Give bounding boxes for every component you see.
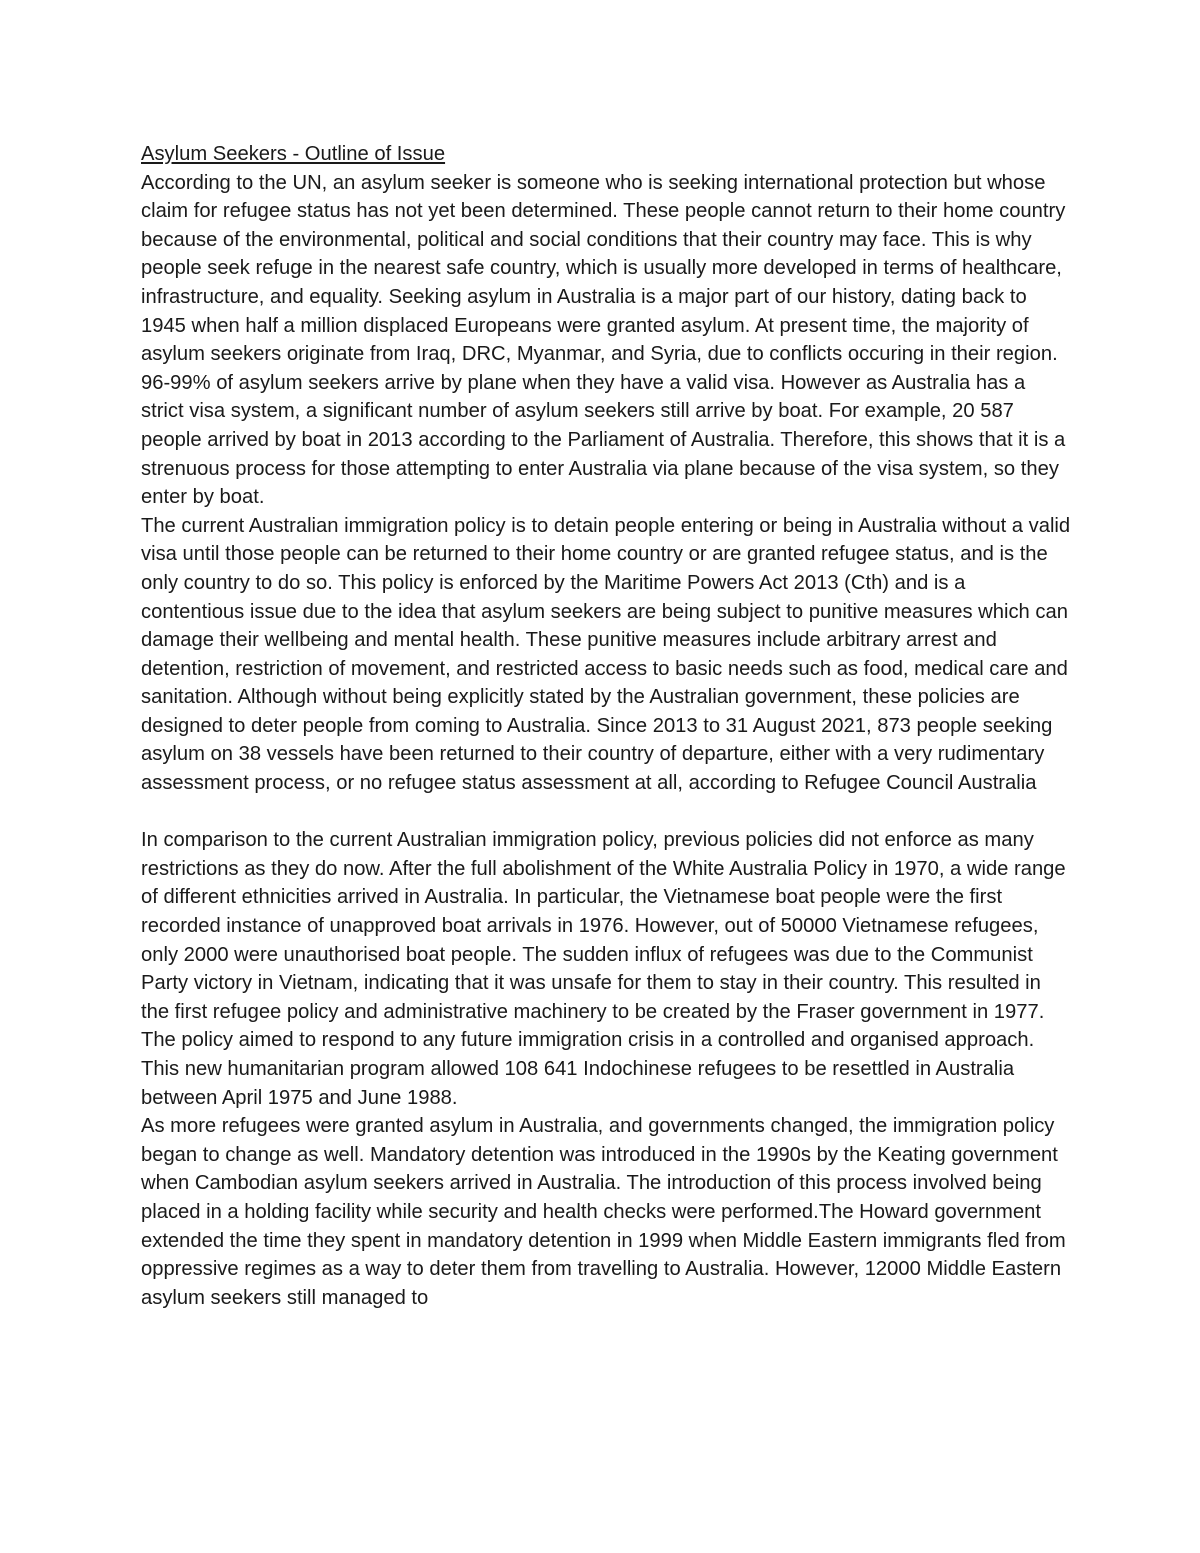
document-title: Asylum Seekers - Outline of Issue [141, 143, 446, 165]
paragraph-spacer [141, 798, 1071, 827]
document-body [141, 140, 1071, 1312]
paragraph-previous-policies: In comparison to the current Australian immigration policy, previous policies did not enforce as many restrictions as they do now. After the full abolishment of the White Australia Policy in 1970, a wide range of different ethnicities arrived in Australia. In particular, the Vietnamese boat people were the first recorded instance of unapproved boat arrivals in 1976. However, out of 50000 Vietnamese refugees, only 2000 were unauthorised boat people. The sudden influx of refugees was due to the Communist Party victory in Vietnam, indicating that it was unsafe for them to stay in their country. This resulted in the first refugee policy and administrative machinery to be created by the Fraser government in 1977. The policy aimed to respond to any future immigration crisis in a controlled and organised approach. This new humanitarian program allowed 108 641 Indochinese refugees to be resettled in Australia between April 1975 and June 1988. [141, 829, 1066, 1109]
paragraph-policy-changes: As more refugees were granted asylum in Australia, and governments changed, the immigration policy began to change as well. Mandatory detention was introduced in the 1990s by the Keating government when Cambodian asylum seekers arrived in Australia. The introduction of this process involved being placed in a holding facility while security and health checks were performed.The Howard government extended the time they spent in mandatory detention in 1999 when Middle Eastern immigrants fled from oppressive regimes as a way to deter them from travelling to Australia. However, 12000 Middle Eastern asylum seekers still managed to [141, 1115, 1066, 1309]
paragraph-current-policy: The current Australian immigration policy is to detain people entering or being in Australia without a valid visa until those people can be returned to their home country or are granted refugee status, and is the only country to do so. This policy is enforced by the Maritime Powers Act 2013 (Cth) and is a contentious issue due to the idea that asylum seekers are being subject to punitive measures which can damage their wellbeing and mental health. These punitive measures include arbitrary arrest and detention, restriction of movement, and restricted access to basic needs such as food, medical care and sanitation. Although without being explicitly stated by the Australian government, these policies are designed to deter people from coming to Australia. Since 2013 to 31 August 2021, 873 people seeking asylum on 38 vessels have been returned to their country of departure, either with a very rudimentary assessment process, or no refugee status assessment at all, according to Refugee Council Australia [141, 514, 1071, 795]
paragraph-outline: According to the UN, an asylum seeker is someone who is seeking international protection but whose claim for refugee status has not yet been determined. These people cannot return to their home country because of the environmental, political and social conditions that their country may face. This is why people seek refuge in the nearest safe country, which is usually more developed in terms of healthcare, infrastructure, and equality. Seeking asylum in Australia is a major part of our history, dating back to 1945 when half a million displaced Europeans were granted asylum. At present time, the majority of asylum seekers originate from Iraq, DRC, Myanmar, and Syria, due to conflicts occuring in their region. 96-99% of asylum seekers arrive by plane when they have a valid visa. However as Australia has a strict visa system, a significant number of asylum seekers still arrive by boat. For example, 20 587 people arrived by boat in 2013 according to the Parliament of Australia. Therefore, this shows that it is a strenuous process for those attempting to enter Australia via plane because of the visa system, so they enter by boat. [141, 171, 1066, 509]
